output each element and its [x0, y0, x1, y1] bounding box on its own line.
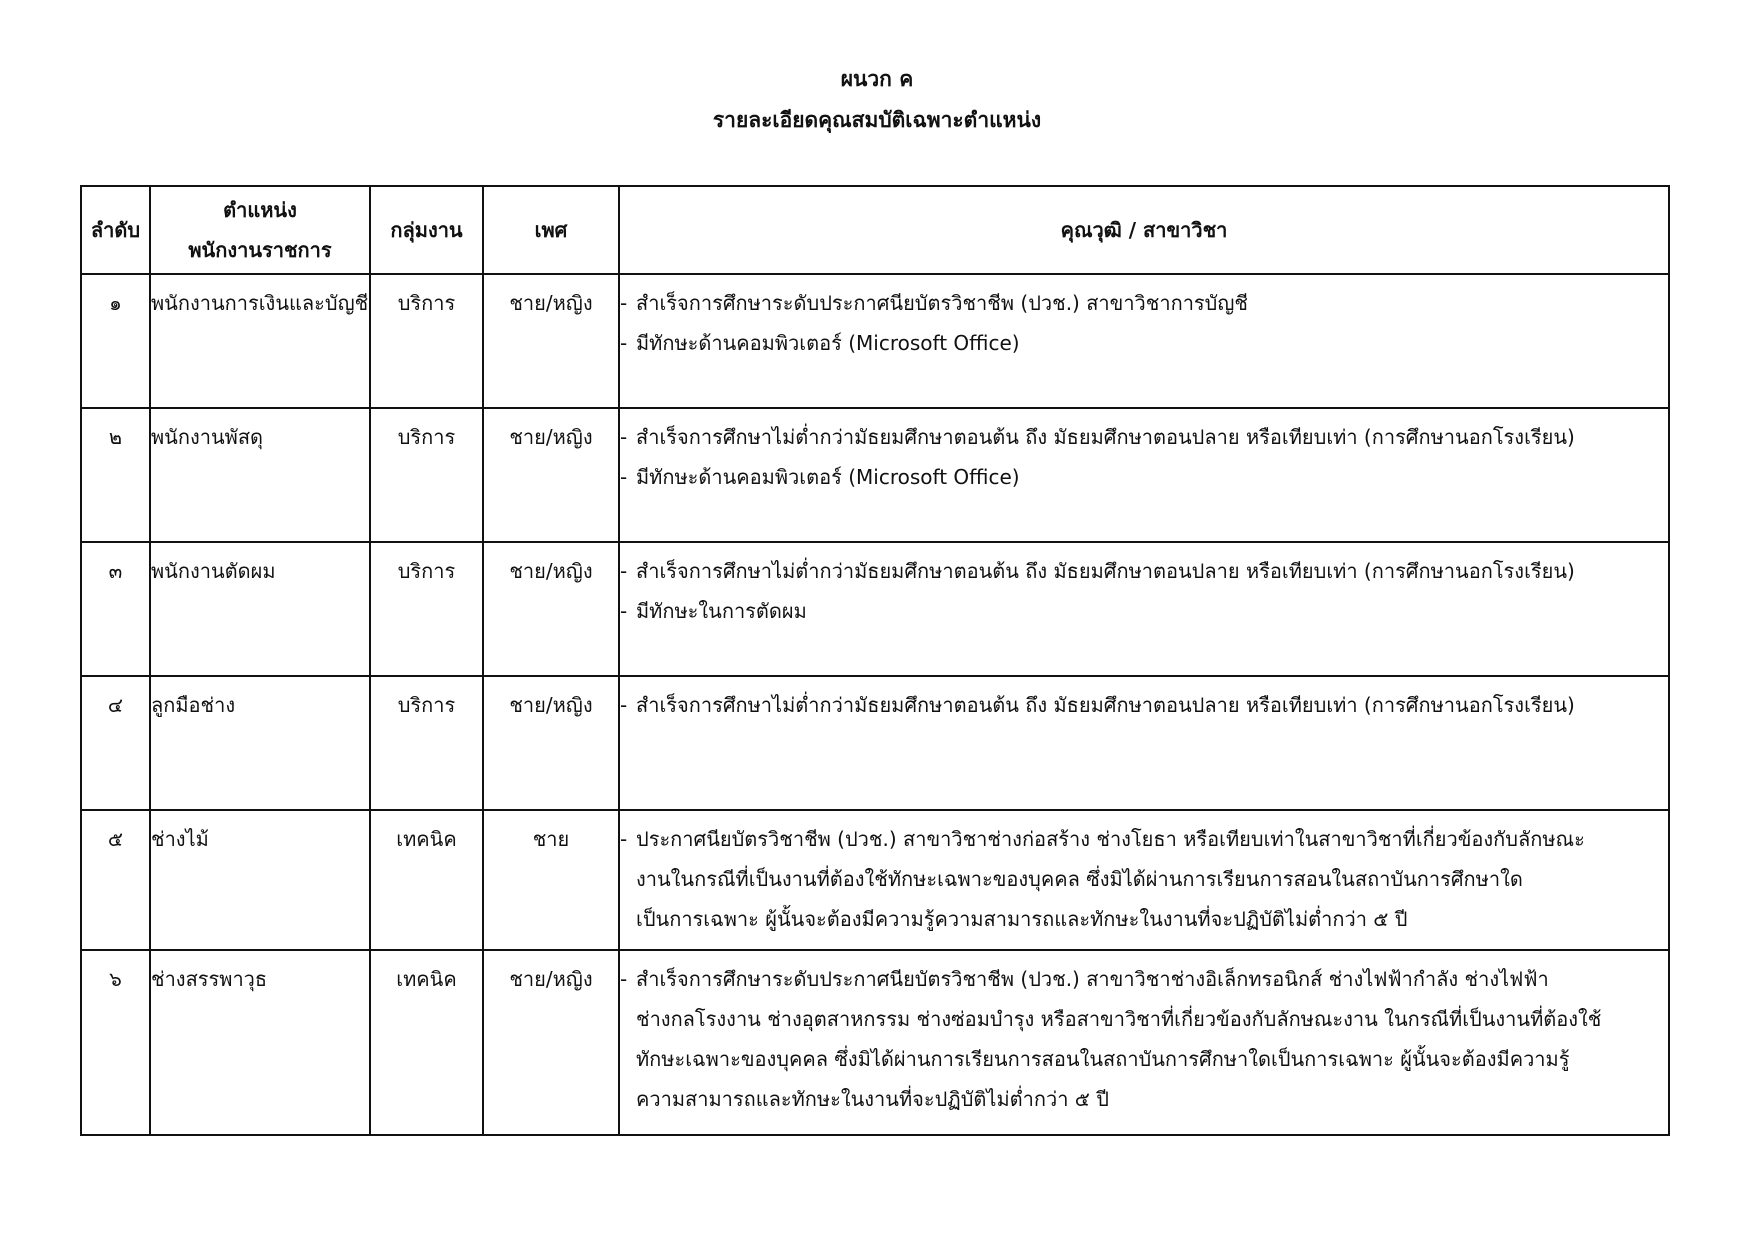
row-number: ๓: [81, 542, 150, 676]
position-name: ช่างไม้: [150, 810, 370, 950]
table-row: [81, 542, 1669, 676]
page-header: [0, 60, 1754, 142]
qualification-cell: [619, 408, 1669, 542]
table-row: [81, 274, 1669, 408]
qualification-cell: [619, 676, 1669, 810]
work-group: เทคนิค: [370, 950, 483, 1135]
table-body: [81, 274, 1669, 1135]
work-group: บริการ: [370, 408, 483, 542]
column-header-position-line1: ตำแหน่ง: [223, 198, 297, 222]
qualification-item: - สำเร็จการศึกษาไม่ต่ำกว่ามัธยมศึกษาตอนต้น ถึง มัธยมศึกษาตอนปลาย หรือเทียบเท่า (การศึกษานอกโรงเรียน): [620, 685, 1668, 725]
column-header-qualification: คุณวุฒิ / สาขาวิชา: [619, 186, 1669, 274]
position-name: พนักงานการเงินและบัญชี: [150, 274, 370, 408]
appendix-title: ผนวก ค: [840, 67, 914, 91]
qualification-item-continuation: ทักษะเฉพาะของบุคคล ซึ่งมิได้ผ่านการเรียนการสอนในสถาบันการศึกษาใดเป็นการเฉพาะ ผู้นั้นจะต้องมีความรู้: [636, 1047, 1570, 1071]
qualification-item: - ประกาศนียบัตรวิชาชีพ (ปวช.) สาขาวิชาช่างก่อสร้าง ช่างโยธา หรือเทียบเท่าในสาขาวิชาที่เกี่ยวข้องกับลักษณะ: [620, 819, 1668, 859]
work-group: เทคนิค: [370, 810, 483, 950]
qualification-item-continuation: ความสามารถและทักษะในงานที่จะปฏิบัติไม่ต่ำกว่า ๕ ปี: [636, 1087, 1109, 1111]
work-group: บริการ: [370, 676, 483, 810]
sex: ชาย/หญิง: [483, 676, 619, 810]
sex: ชาย/หญิง: [483, 950, 619, 1135]
row-number: ๖: [81, 950, 150, 1135]
qualification-item: - มีทักษะในการตัดผม: [620, 591, 1668, 631]
sex: ชาย/หญิง: [483, 542, 619, 676]
position-name: พนักงานพัสดุ: [150, 408, 370, 542]
column-header-group: กลุ่มงาน: [370, 186, 483, 274]
table-row: [81, 950, 1669, 1135]
qualification-item: - สำเร็จการศึกษาไม่ต่ำกว่ามัธยมศึกษาตอนต้น ถึง มัธยมศึกษาตอนปลาย หรือเทียบเท่า (การศึกษานอกโรงเรียน): [620, 551, 1668, 591]
row-number: ๒: [81, 408, 150, 542]
qualification-cell: [619, 950, 1669, 1135]
column-header-position: [150, 186, 370, 274]
sex: ชาย/หญิง: [483, 408, 619, 542]
qualification-item-continuation: งานในกรณีที่เป็นงานที่ต้องใช้ทักษะเฉพาะของบุคคล ซึ่งมิได้ผ่านการเรียนการสอนในสถาบันการศึกษาใด: [636, 867, 1523, 891]
qualification-item-continuation: ช่างกลโรงงาน ช่างอุตสาหกรรม ช่างซ่อมบำรุง หรือสาขาวิชาที่เกี่ยวข้องกับลักษณะงาน ในกรณีที่เป็นงานที่ต้องใช้: [636, 1007, 1602, 1031]
table-row: [81, 810, 1669, 950]
qualification-item: - สำเร็จการศึกษาไม่ต่ำกว่ามัธยมศึกษาตอนต้น ถึง มัธยมศึกษาตอนปลาย หรือเทียบเท่า (การศึกษานอกโรงเรียน): [620, 417, 1668, 457]
qualification-table: [80, 185, 1670, 1136]
sex: ชาย/หญิง: [483, 274, 619, 408]
row-number: ๔: [81, 676, 150, 810]
qualification-item: - มีทักษะด้านคอมพิวเตอร์ (Microsoft Office): [620, 323, 1668, 363]
row-number: ๑: [81, 274, 150, 408]
table-header-row: [81, 186, 1669, 274]
document-title: รายละเอียดคุณสมบัติเฉพาะตำแหน่ง: [712, 108, 1042, 132]
column-header-position-line2: พนักงานราชการ: [188, 238, 332, 262]
qualification-cell: [619, 810, 1669, 950]
position-name: ลูกมือช่าง: [150, 676, 370, 810]
position-name: พนักงานตัดผม: [150, 542, 370, 676]
work-group: บริการ: [370, 542, 483, 676]
qualification-item: - มีทักษะด้านคอมพิวเตอร์ (Microsoft Office): [620, 457, 1668, 497]
table-row: [81, 676, 1669, 810]
sex: ชาย: [483, 810, 619, 950]
position-name: ช่างสรรพาวุธ: [150, 950, 370, 1135]
qualification-cell: [619, 274, 1669, 408]
table-row: [81, 408, 1669, 542]
qualification-cell: [619, 542, 1669, 676]
work-group: บริการ: [370, 274, 483, 408]
column-header-no: ลำดับ: [81, 186, 150, 274]
qualification-item-continuation: เป็นการเฉพาะ ผู้นั้นจะต้องมีความรู้ความสามารถและทักษะในงานที่จะปฏิบัติไม่ต่ำกว่า ๕ ปี: [636, 907, 1408, 931]
qualification-item: - สำเร็จการศึกษาระดับประกาศนียบัตรวิชาชีพ (ปวช.) สาขาวิชาการบัญชี: [620, 283, 1668, 323]
column-header-sex: เพศ: [483, 186, 619, 274]
row-number: ๕: [81, 810, 150, 950]
qualification-item: - สำเร็จการศึกษาระดับประกาศนียบัตรวิชาชีพ (ปวช.) สาขาวิชาช่างอิเล็กทรอนิกส์ ช่างไฟฟ้ากำลัง ช่างไฟฟ้า: [620, 959, 1668, 999]
